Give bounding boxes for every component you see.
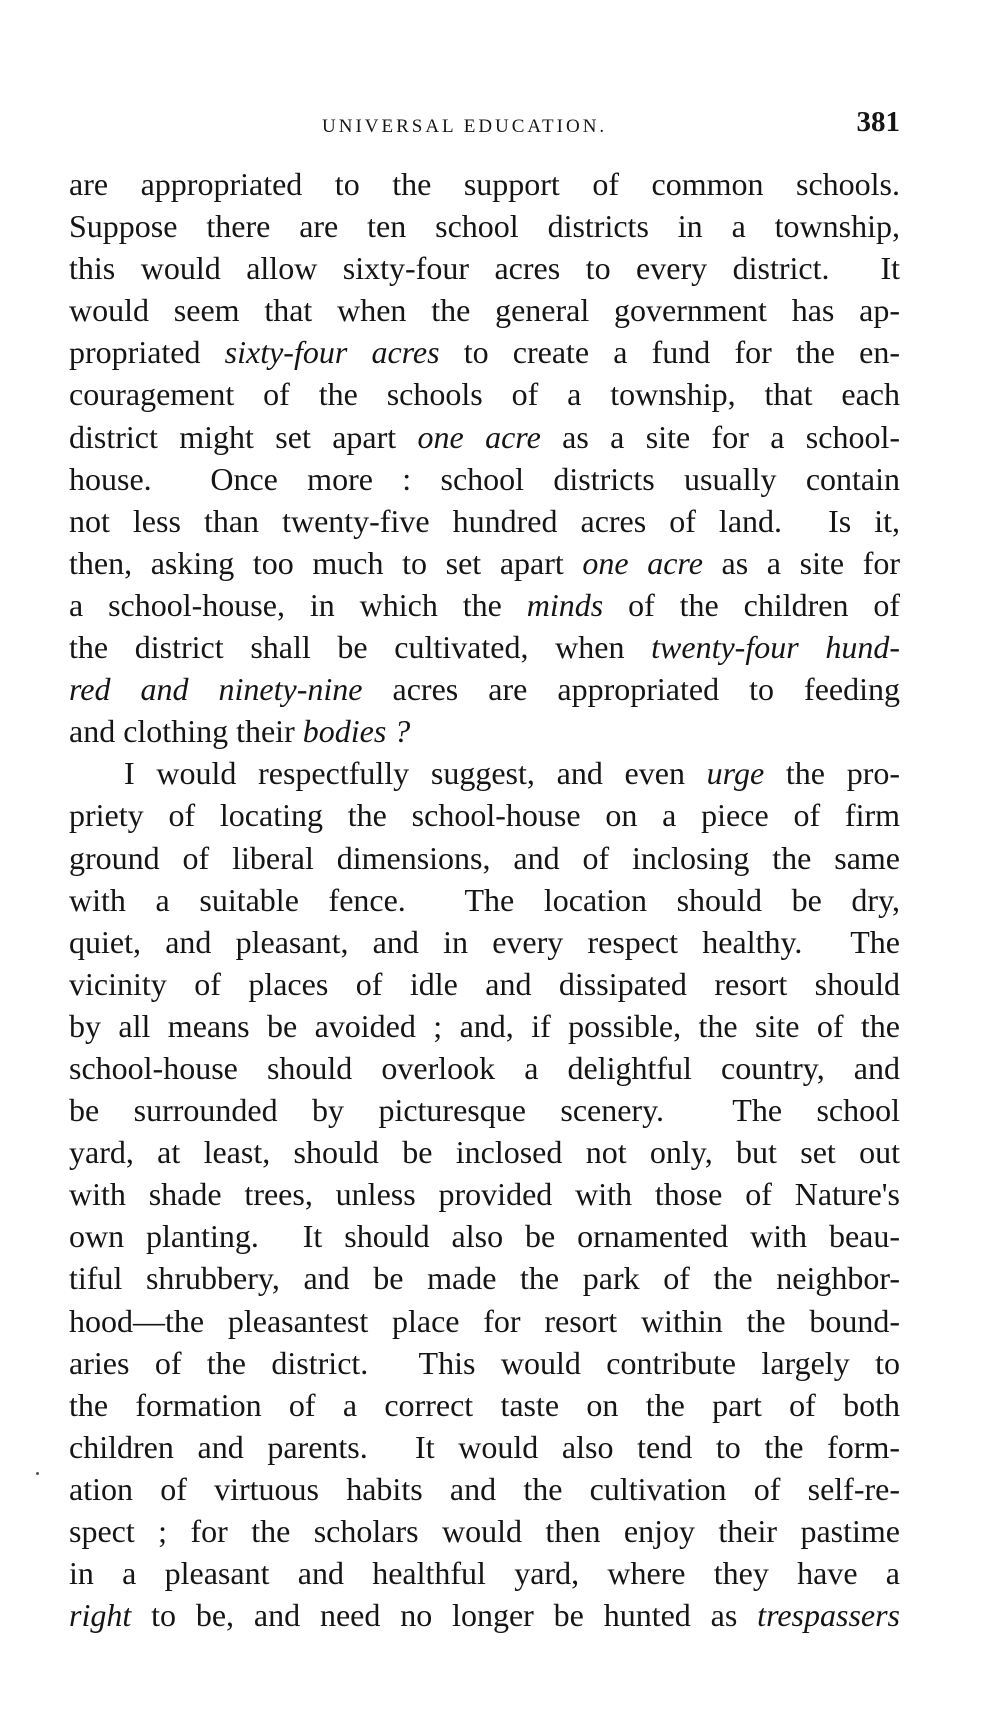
text-run: propriated bbox=[69, 334, 225, 371]
text-line bbox=[69, 458, 900, 500]
text-line bbox=[69, 247, 900, 289]
italic-text: bodies ? bbox=[302, 713, 411, 750]
text-run: as a site for bbox=[702, 544, 900, 581]
text-line bbox=[69, 1426, 900, 1468]
italic-text: minds bbox=[526, 586, 604, 623]
italic-text: twenty-four hund- bbox=[651, 629, 900, 666]
text-line bbox=[69, 289, 900, 331]
text-line bbox=[69, 668, 900, 710]
text-run: in a pleasant and healthful yard, where they have a bbox=[69, 1555, 900, 1592]
text-run: hood—the pleasantest place for resort within the bound- bbox=[69, 1302, 900, 1339]
text-run: as a site for a school- bbox=[540, 418, 900, 455]
text-line bbox=[69, 205, 900, 247]
text-run: then, asking too much to set apart bbox=[69, 544, 583, 581]
text-line bbox=[69, 1384, 900, 1426]
text-run: the pro- bbox=[764, 755, 900, 792]
stray-ink-mark bbox=[36, 1472, 39, 1475]
text-line bbox=[69, 794, 900, 836]
text-run: to be, and need no longer be hunted as bbox=[131, 1597, 758, 1634]
text-run: not less than twenty-five hundred acres of land. Is it, bbox=[69, 502, 900, 539]
italic-text: trespassers bbox=[757, 1597, 900, 1634]
text-line bbox=[69, 1300, 900, 1342]
text-line bbox=[69, 963, 900, 1005]
text-line bbox=[69, 1342, 900, 1384]
text-line bbox=[69, 1047, 900, 1089]
text-line bbox=[69, 584, 900, 626]
text-line bbox=[69, 1089, 900, 1131]
text-run: the formation of a correct taste on the part of both bbox=[69, 1386, 900, 1423]
text-line bbox=[69, 752, 900, 794]
text-run: yard, at least, should be inclosed not only, but set out bbox=[69, 1134, 900, 1171]
text-run: I would respectfully suggest, and even bbox=[124, 755, 707, 792]
text-run: spect ; for the scholars would then enjoy their pastime bbox=[69, 1513, 900, 1549]
text-run: the district shall be cultivated, when bbox=[69, 629, 652, 666]
text-run: children and parents. It would also tend to the form- bbox=[69, 1428, 900, 1465]
text-line bbox=[69, 626, 900, 668]
text-run: Suppose there are ten school districts in a township, bbox=[69, 208, 900, 245]
text-run: by all means be avoided ; and, if possible, the site of the bbox=[69, 1007, 900, 1044]
text-line bbox=[69, 1510, 900, 1552]
text-run: vicinity of places of idle and dissipated resort should bbox=[69, 965, 900, 1002]
text-run: and clothing their bbox=[69, 713, 303, 750]
text-run: of the children of bbox=[603, 586, 900, 623]
text-run: own planting. It should also be ornamented with beau- bbox=[69, 1218, 900, 1255]
text-line bbox=[69, 163, 900, 205]
text-line bbox=[69, 1005, 900, 1047]
text-line bbox=[69, 1257, 900, 1299]
text-line bbox=[69, 710, 900, 752]
text-run: acres are appropriated to feeding bbox=[362, 671, 900, 708]
running-head bbox=[0, 106, 900, 146]
text-run: ground of liberal dimensions, and of inclosing the same bbox=[69, 839, 900, 876]
text-run: with shade trees, unless provided with those of Nature's bbox=[69, 1176, 900, 1213]
text-line bbox=[69, 1552, 900, 1594]
page-number: 381 bbox=[856, 106, 900, 138]
italic-text: one acre bbox=[582, 544, 703, 581]
text-line bbox=[69, 1468, 900, 1510]
text-run: are appropriated to the support of common schools. bbox=[69, 166, 900, 202]
text-run: a school-house, in which the bbox=[69, 586, 527, 623]
text-line bbox=[69, 879, 900, 921]
text-run: would seem that when the general government has ap- bbox=[69, 292, 900, 329]
text-line bbox=[69, 837, 900, 879]
text-run: aries of the district. This would contribute largely to bbox=[69, 1344, 900, 1381]
italic-text: red and ninety-nine bbox=[69, 671, 363, 708]
text-line bbox=[69, 373, 900, 415]
text-line bbox=[69, 542, 900, 584]
text-run: to create a fund for the en- bbox=[439, 334, 900, 371]
text-run: with a suitable fence. The location should be dry, bbox=[69, 881, 900, 918]
text-run: couragement of the schools of a township, that each bbox=[69, 376, 900, 413]
text-run: tiful shrubbery, and be made the park of the neighbor- bbox=[69, 1260, 900, 1297]
italic-text: sixty-four acres bbox=[224, 334, 440, 371]
text-line bbox=[69, 1131, 900, 1173]
text-line bbox=[69, 1173, 900, 1215]
text-run: school-house should overlook a delightful country, and bbox=[69, 1049, 900, 1086]
text-line bbox=[69, 921, 900, 963]
text-run: be surrounded by picturesque scenery. The school bbox=[69, 1092, 900, 1129]
text-line bbox=[69, 416, 900, 458]
text-run: district might set apart bbox=[69, 418, 418, 455]
text-run: priety of locating the school-house on a piece of firm bbox=[69, 797, 900, 834]
text-line bbox=[69, 500, 900, 542]
italic-text: one acre bbox=[417, 418, 541, 455]
italic-text: right bbox=[69, 1597, 132, 1634]
text-line bbox=[69, 1594, 900, 1636]
running-title: UNIVERSAL EDUCATION. bbox=[322, 116, 608, 137]
body-text bbox=[69, 163, 900, 1636]
text-run: this would allow sixty-four acres to every district. It bbox=[69, 250, 900, 287]
text-line bbox=[69, 331, 900, 373]
text-run: quiet, and pleasant, and in every respect healthy. The bbox=[69, 923, 900, 960]
text-run: ation of virtuous habits and the cultivation of self-re- bbox=[69, 1470, 900, 1507]
italic-text: urge bbox=[706, 755, 765, 792]
text-run: house. Once more : school districts usually contain bbox=[69, 460, 900, 497]
text-line bbox=[69, 1215, 900, 1257]
